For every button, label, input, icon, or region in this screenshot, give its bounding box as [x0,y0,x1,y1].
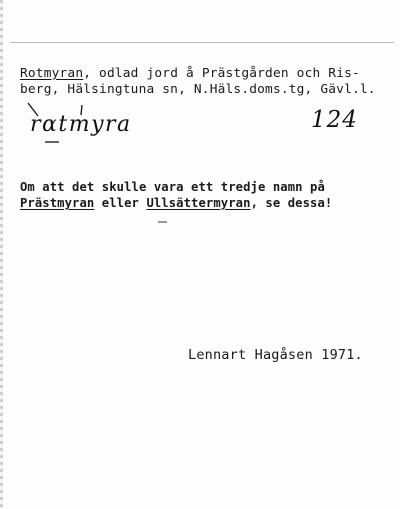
card-number-handwritten: 124 [311,107,358,133]
signature: Lennart Hagåsen 1971. [188,347,363,363]
card-left-edge [0,0,3,509]
pronunciation-handwritten: rαtmyra [30,112,132,137]
question-middle: eller [94,196,147,210]
place-name: Rotmyran [20,66,84,81]
alt-name-prastmyran: Prästmyran [20,196,95,210]
question-line-1: Om att det skulle vara ett tredje namn på [20,180,325,194]
header-line-1 [20,66,360,81]
question-line-2 [20,196,332,211]
card-top-edge [10,42,394,43]
tick-mark [157,220,169,224]
alt-name-ullsattermyran: Ullsättermyran [146,196,251,210]
header-line-1-rest: , odlad jord å Prästgården och Ris- [83,66,360,81]
underline-mark [44,139,64,145]
question-end: , se dessa! [250,196,333,210]
header-line-2: berg, Hälsingtuna sn, N.Häls.doms.tg, Gävl.l. [20,82,376,97]
